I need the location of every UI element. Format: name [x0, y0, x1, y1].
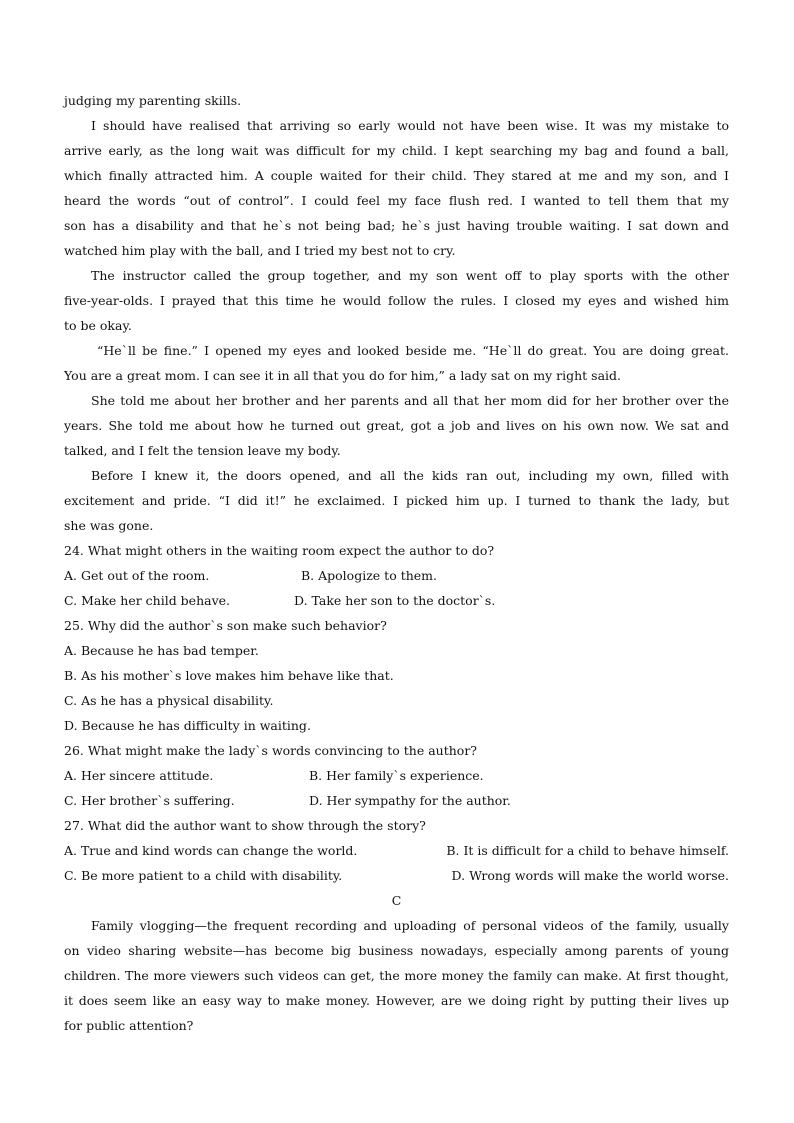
option-c[interactable]: C. Be more patient to a child with disability. [64, 868, 343, 883]
option-c[interactable]: C. Her brother`s suffering. [64, 793, 235, 808]
option-b[interactable]: B. Her family`s experience. [309, 768, 484, 783]
option-b[interactable]: B. It is difficult for a child to behave himself. [446, 843, 729, 858]
passage-line: arrive early, as the long wait was difficult for my child. I kept searching my bag and found a ball, [64, 143, 729, 158]
option-a[interactable]: A. True and kind words can change the world. [64, 843, 358, 858]
passage-line: excitement and pride. “I did it!” he exclaimed. I picked him up. I turned to thank the lady, but [64, 493, 729, 508]
option-d[interactable]: D. Her sympathy for the author. [309, 793, 511, 808]
question-27-options-row-2 [64, 863, 729, 888]
passage-line: You are a great mom. I can see it in all that you do for him,” a lady sat on my right said. [64, 368, 622, 383]
passage-line: The instructor called the group together, and my son went off to play sports with the other [91, 268, 729, 283]
option-a[interactable]: A. Because he has bad temper. [64, 643, 259, 658]
option-c[interactable]: C. As he has a physical disability. [64, 693, 274, 708]
question-27-options-row-1 [64, 838, 729, 863]
question-24-stem: 24. What might others in the waiting room expect the author to do? [64, 543, 495, 558]
passage-line: for public attention? [64, 1018, 194, 1033]
passage-line: heard the words “out of control”. I could feel my face flush red. I wanted to tell them that my [64, 193, 729, 208]
section-c-heading: C [391, 893, 402, 908]
passage-line: she was gone. [64, 518, 154, 533]
option-b[interactable]: B. As his mother`s love makes him behave like that. [64, 668, 394, 683]
passage-line: talked, and I felt the tension leave my body. [64, 443, 341, 458]
passage-line: She told me about her brother and her parents and all that her mom did for her brother over the [91, 393, 729, 408]
option-d[interactable]: D. Wrong words will make the world worse. [451, 868, 729, 883]
question-26-options-row-1 [64, 763, 729, 788]
passage-line: watched him play with the ball, and I tried my best not to cry. [64, 243, 456, 258]
option-a[interactable]: A. Her sincere attitude. [64, 768, 214, 783]
exam-page [64, 88, 729, 1038]
passage-line: five-year-olds. I prayed that this time he would follow the rules. I closed my eyes and wished him [64, 293, 729, 308]
passage-line: on video sharing website—has become big business nowadays, especially among parents of young [64, 943, 729, 958]
question-27-stem: 27. What did the author want to show through the story? [64, 818, 426, 833]
question-25-stem: 25. Why did the author`s son make such behavior? [64, 618, 387, 633]
option-d[interactable]: D. Because he has difficulty in waiting. [64, 718, 311, 733]
question-24-options-row-1 [64, 563, 729, 588]
option-b[interactable]: B. Apologize to them. [301, 568, 437, 583]
passage-line: children. The more viewers such videos can get, the more money the family can make. At first thought, [64, 968, 729, 983]
option-d[interactable]: D. Take her son to the doctor`s. [294, 593, 496, 608]
passage-line: it does seem like an easy way to make money. However, are we doing right by putting their lives up [64, 993, 729, 1008]
passage-line: judging my parenting skills. [64, 93, 242, 108]
passage-line: I should have realised that arriving so early would not have been wise. It was my mistake to [91, 118, 729, 133]
question-24-options-row-2 [64, 588, 729, 613]
passage-line: years. She told me about how he turned out great, got a job and lives on his own now. We sat and [64, 418, 729, 433]
passage-line: to be okay. [64, 318, 132, 333]
passage-line: which finally attracted him. A couple waited for their child. They stared at me and my son, and I [64, 168, 729, 183]
question-26-options-row-2 [64, 788, 729, 813]
option-a[interactable]: A. Get out of the room. [64, 568, 210, 583]
passage-line: Before I knew it, the doors opened, and all the kids ran out, including my own, filled with [91, 468, 729, 483]
passage-line: Family vlogging—the frequent recording and uploading of personal videos of the family, usually [91, 918, 729, 933]
passage-line: “He`ll be fine.” I opened my eyes and looked beside me. “He`ll do great. You are doing great. [97, 343, 729, 358]
option-c[interactable]: C. Make her child behave. [64, 593, 231, 608]
passage-line: son has a disability and that he`s not being bad; he`s just having trouble waiting. I sat down and [64, 218, 729, 233]
question-26-stem: 26. What might make the lady`s words convincing to the author? [64, 743, 477, 758]
